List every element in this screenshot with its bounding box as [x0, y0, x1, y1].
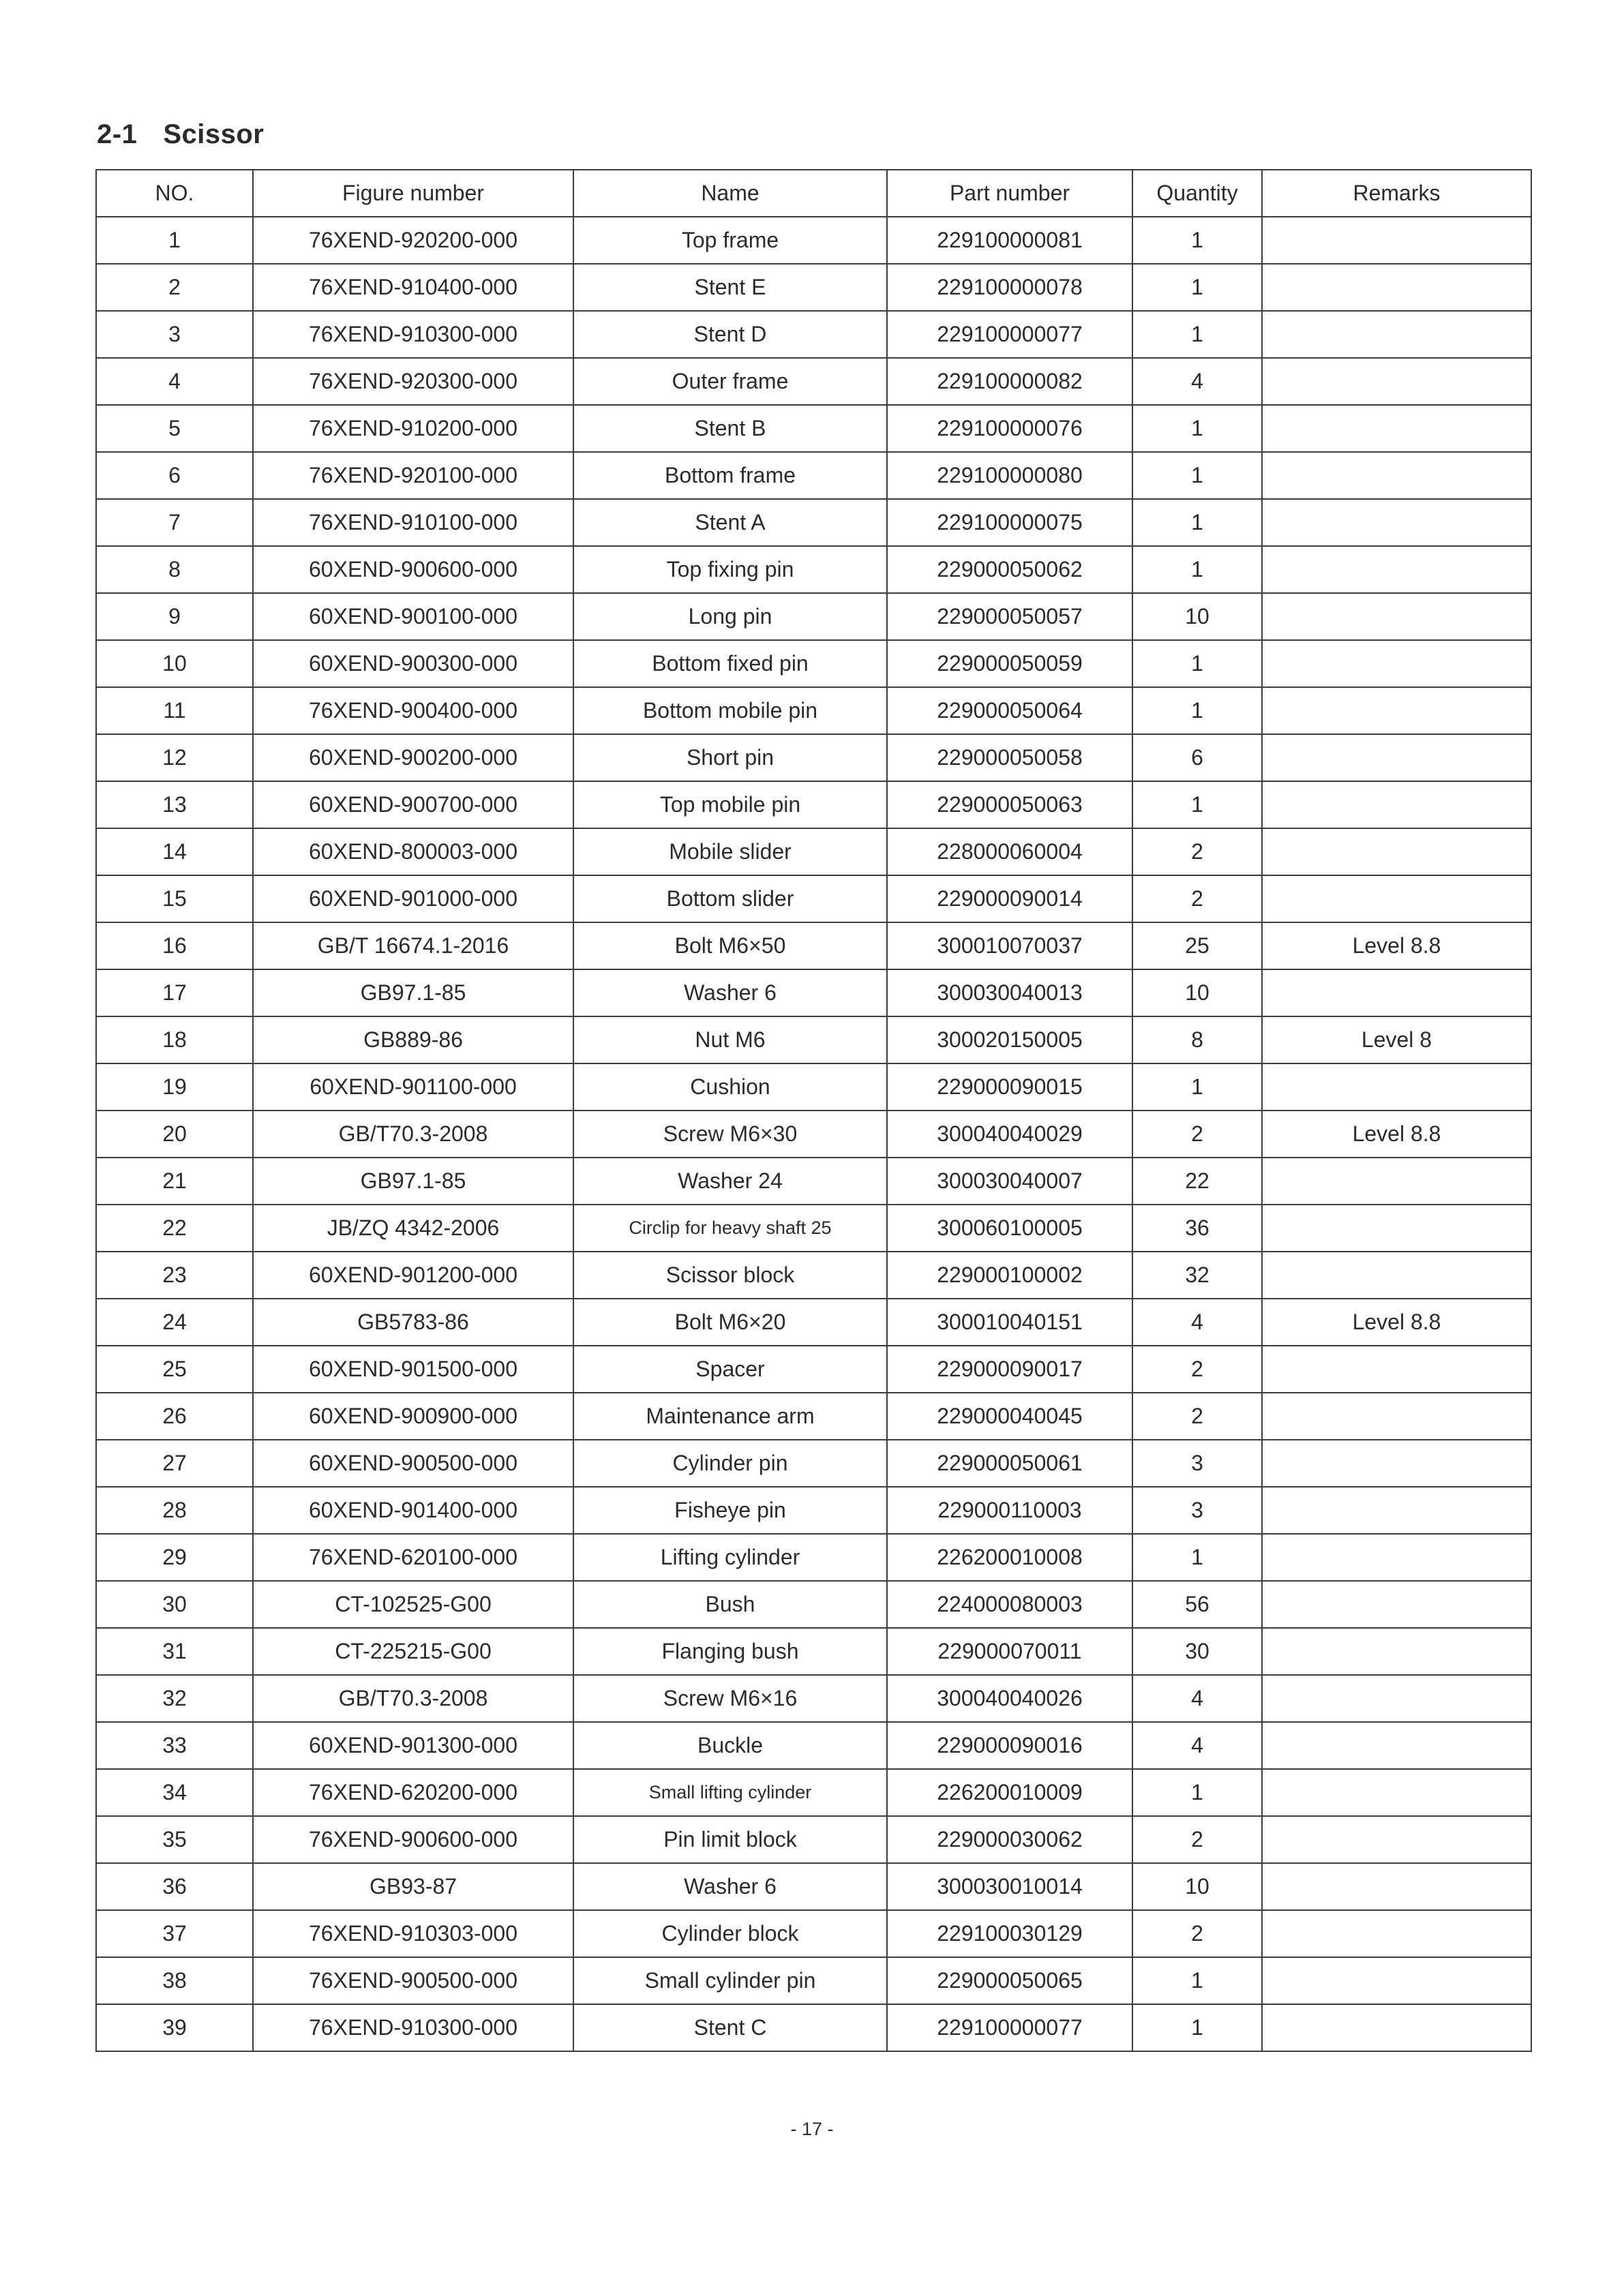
table-cell: 2 — [1132, 1393, 1262, 1440]
table-cell: 229000100002 — [887, 1252, 1132, 1299]
table-cell — [1262, 1581, 1531, 1628]
table-cell — [1262, 264, 1531, 311]
table-cell: Stent A — [573, 499, 887, 546]
table-row — [96, 1487, 1531, 1534]
table-cell: 229000050064 — [887, 687, 1132, 734]
table-row — [96, 1440, 1531, 1487]
column-header: Figure number — [253, 170, 573, 217]
table-cell — [1262, 1534, 1531, 1581]
table-cell: Stent B — [573, 405, 887, 452]
table-cell: Cylinder pin — [573, 1440, 887, 1487]
table-row — [96, 1816, 1531, 1863]
table-cell: 9 — [96, 593, 253, 640]
table-row — [96, 1205, 1531, 1252]
table-row — [96, 1581, 1531, 1628]
table-row — [96, 1534, 1531, 1581]
table-cell: 17 — [96, 969, 253, 1016]
table-row — [96, 1063, 1531, 1111]
table-cell: 60XEND-900900-000 — [253, 1393, 573, 1440]
table-row — [96, 969, 1531, 1016]
table-cell — [1262, 687, 1531, 734]
table-cell: Screw M6×30 — [573, 1111, 887, 1158]
table-cell: Bottom mobile pin — [573, 687, 887, 734]
table-cell: 15 — [96, 875, 253, 922]
table-row — [96, 1016, 1531, 1063]
table-cell: 38 — [96, 1957, 253, 2004]
table-cell: 1 — [1132, 452, 1262, 499]
table-cell: 11 — [96, 687, 253, 734]
table-cell: 1 — [1132, 499, 1262, 546]
table-cell — [1262, 1393, 1531, 1440]
table-cell: Cylinder block — [573, 1910, 887, 1957]
table-cell: Level 8.8 — [1262, 1111, 1531, 1158]
table-cell: Stent D — [573, 311, 887, 358]
table-cell: 36 — [1132, 1205, 1262, 1252]
table-cell: 29 — [96, 1534, 253, 1581]
table-row — [96, 499, 1531, 546]
table-cell: 4 — [1132, 1675, 1262, 1722]
table-cell: Short pin — [573, 734, 887, 781]
table-cell: Washer 24 — [573, 1158, 887, 1205]
table-cell: 76XEND-910200-000 — [253, 405, 573, 452]
table-cell: GB97.1-85 — [253, 1158, 573, 1205]
table-cell: GB5783-86 — [253, 1299, 573, 1346]
table-cell: 60XEND-900700-000 — [253, 781, 573, 828]
table-row — [96, 217, 1531, 264]
table-cell: 229100000081 — [887, 217, 1132, 264]
table-cell: 229000040045 — [887, 1393, 1132, 1440]
table-cell: 76XEND-910300-000 — [253, 2004, 573, 2051]
table-cell: Circlip for heavy shaft 25 — [573, 1205, 887, 1252]
table-cell: 26 — [96, 1393, 253, 1440]
table-cell: 229000050062 — [887, 546, 1132, 593]
table-cell: 1 — [1132, 311, 1262, 358]
table-cell: 1 — [1132, 687, 1262, 734]
table-cell: CT-225215-G00 — [253, 1628, 573, 1675]
table-row — [96, 875, 1531, 922]
table-cell: 12 — [96, 734, 253, 781]
table-cell: 35 — [96, 1816, 253, 1863]
table-cell — [1262, 1816, 1531, 1863]
table-cell: Bush — [573, 1581, 887, 1628]
table-cell — [1262, 1252, 1531, 1299]
table-cell: Fisheye pin — [573, 1487, 887, 1534]
table-cell: 28 — [96, 1487, 253, 1534]
parts-table — [95, 169, 1532, 2052]
table-row — [96, 687, 1531, 734]
table-cell: 76XEND-620100-000 — [253, 1534, 573, 1581]
table-cell: Bolt M6×20 — [573, 1299, 887, 1346]
page-title — [97, 119, 1531, 150]
table-cell: Level 8.8 — [1262, 922, 1531, 969]
table-cell: 14 — [96, 828, 253, 875]
table-cell — [1262, 1440, 1531, 1487]
table-row — [96, 1158, 1531, 1205]
table-cell — [1262, 546, 1531, 593]
table-row — [96, 546, 1531, 593]
table-cell: Small cylinder pin — [573, 1957, 887, 2004]
table-cell — [1262, 1205, 1531, 1252]
table-cell: 229000090015 — [887, 1063, 1132, 1111]
table-cell: 229000050061 — [887, 1440, 1132, 1487]
table-cell: 1 — [1132, 217, 1262, 264]
table-cell — [1262, 969, 1531, 1016]
table-cell: GB/T 16674.1-2016 — [253, 922, 573, 969]
table-cell: 229100000078 — [887, 264, 1132, 311]
table-cell: 2 — [1132, 1816, 1262, 1863]
table-cell: 76XEND-920200-000 — [253, 217, 573, 264]
table-cell — [1262, 1063, 1531, 1111]
table-cell: 32 — [96, 1675, 253, 1722]
table-cell: 10 — [1132, 593, 1262, 640]
table-cell: 226200010009 — [887, 1769, 1132, 1816]
table-cell: 56 — [1132, 1581, 1262, 1628]
table-cell: 76XEND-900500-000 — [253, 1957, 573, 2004]
table-cell: 3 — [96, 311, 253, 358]
table-row — [96, 828, 1531, 875]
table-cell — [1262, 828, 1531, 875]
table-cell: 2 — [1132, 828, 1262, 875]
table-cell: Buckle — [573, 1722, 887, 1769]
table-cell: 1 — [1132, 546, 1262, 593]
table-cell: 1 — [1132, 1534, 1262, 1581]
table-cell: 4 — [1132, 358, 1262, 405]
table-cell: 229000030062 — [887, 1816, 1132, 1863]
table-cell: 300030040013 — [887, 969, 1132, 1016]
table-cell: 2 — [96, 264, 253, 311]
table-cell: 31 — [96, 1628, 253, 1675]
table-row — [96, 405, 1531, 452]
table-cell: 60XEND-901000-000 — [253, 875, 573, 922]
table-cell: 76XEND-910400-000 — [253, 264, 573, 311]
table-cell: Nut M6 — [573, 1016, 887, 1063]
table-cell: 76XEND-910303-000 — [253, 1910, 573, 1957]
table-cell: 60XEND-901200-000 — [253, 1252, 573, 1299]
table-cell: 76XEND-620200-000 — [253, 1769, 573, 1816]
table-cell: 23 — [96, 1252, 253, 1299]
table-row — [96, 1252, 1531, 1299]
table-cell: Small lifting cylinder — [573, 1769, 887, 1816]
table-cell: Level 8.8 — [1262, 1299, 1531, 1346]
table-cell: 229000090017 — [887, 1346, 1132, 1393]
table-cell — [1262, 358, 1531, 405]
page-number: - 17 - — [790, 2119, 834, 2139]
table-cell: 229100000076 — [887, 405, 1132, 452]
table-body — [96, 217, 1531, 2051]
table-cell — [1262, 1675, 1531, 1722]
table-cell: 229000050065 — [887, 1957, 1132, 2004]
table-cell: Mobile slider — [573, 828, 887, 875]
table-cell: Top frame — [573, 217, 887, 264]
table-cell: Stent C — [573, 2004, 887, 2051]
table-row — [96, 1111, 1531, 1158]
table-cell: 229000070011 — [887, 1628, 1132, 1675]
table-cell: 60XEND-901300-000 — [253, 1722, 573, 1769]
table-row — [96, 734, 1531, 781]
table-cell: 229100000077 — [887, 2004, 1132, 2051]
column-header: Remarks — [1262, 170, 1531, 217]
table-cell: 25 — [96, 1346, 253, 1393]
table-row — [96, 264, 1531, 311]
table-cell — [1262, 1722, 1531, 1769]
table-cell — [1262, 640, 1531, 687]
document-page — [95, 119, 1531, 2052]
table-cell — [1262, 1346, 1531, 1393]
table-cell — [1262, 1628, 1531, 1675]
table-cell: 1 — [1132, 1769, 1262, 1816]
table-cell: 60XEND-900500-000 — [253, 1440, 573, 1487]
table-cell: 76XEND-920300-000 — [253, 358, 573, 405]
table-cell: Flanging bush — [573, 1628, 887, 1675]
table-cell: 229000090016 — [887, 1722, 1132, 1769]
column-header: Name — [573, 170, 887, 217]
section-name: Scissor — [163, 119, 265, 149]
table-cell: 16 — [96, 922, 253, 969]
table-cell: 60XEND-901500-000 — [253, 1346, 573, 1393]
table-cell: 300060100005 — [887, 1205, 1132, 1252]
table-cell: Stent E — [573, 264, 887, 311]
table-cell: Bolt M6×50 — [573, 922, 887, 969]
table-cell: 229000050063 — [887, 781, 1132, 828]
table-cell — [1262, 1769, 1531, 1816]
table-cell — [1262, 1158, 1531, 1205]
table-cell: 2 — [1132, 1111, 1262, 1158]
table-row — [96, 1769, 1531, 1816]
table-cell: 300040040026 — [887, 1675, 1132, 1722]
table-cell: 27 — [96, 1440, 253, 1487]
table-row — [96, 1393, 1531, 1440]
table-cell: 60XEND-901400-000 — [253, 1487, 573, 1534]
table-cell: 300030010014 — [887, 1863, 1132, 1910]
table-cell: 10 — [1132, 1863, 1262, 1910]
table-cell: 10 — [96, 640, 253, 687]
table-cell: Spacer — [573, 1346, 887, 1393]
table-cell: 10 — [1132, 969, 1262, 1016]
table-cell: 229100000080 — [887, 452, 1132, 499]
table-cell — [1262, 452, 1531, 499]
table-cell: CT-102525-G00 — [253, 1581, 573, 1628]
table-cell: 1 — [1132, 781, 1262, 828]
table-cell: GB/T70.3-2008 — [253, 1675, 573, 1722]
table-cell: 18 — [96, 1016, 253, 1063]
table-cell: 4 — [96, 358, 253, 405]
table-cell: 76XEND-920100-000 — [253, 452, 573, 499]
table-cell: 300030040007 — [887, 1158, 1132, 1205]
table-row — [96, 1863, 1531, 1910]
table-cell: Long pin — [573, 593, 887, 640]
table-cell: 21 — [96, 1158, 253, 1205]
table-cell: Bottom frame — [573, 452, 887, 499]
table-cell: 300010070037 — [887, 922, 1132, 969]
table-cell: 20 — [96, 1111, 253, 1158]
table-cell: 229100000075 — [887, 499, 1132, 546]
table-cell: 24 — [96, 1299, 253, 1346]
table-row — [96, 593, 1531, 640]
table-cell: Cushion — [573, 1063, 887, 1111]
table-cell: 1 — [1132, 264, 1262, 311]
table-row — [96, 1675, 1531, 1722]
table-cell: 229000050059 — [887, 640, 1132, 687]
table-cell — [1262, 499, 1531, 546]
table-cell — [1262, 1957, 1531, 2004]
table-row — [96, 640, 1531, 687]
table-cell: 226200010008 — [887, 1534, 1132, 1581]
table-cell: 4 — [1132, 1722, 1262, 1769]
table-cell — [1262, 217, 1531, 264]
table-cell: 1 — [1132, 405, 1262, 452]
table-cell — [1262, 1863, 1531, 1910]
table-cell: Scissor block — [573, 1252, 887, 1299]
table-row — [96, 781, 1531, 828]
table-cell: 39 — [96, 2004, 253, 2051]
table-cell: Maintenance arm — [573, 1393, 887, 1440]
table-cell: 2 — [1132, 1346, 1262, 1393]
table-row — [96, 1910, 1531, 1957]
section-number: 2-1 — [97, 119, 138, 149]
table-cell: Screw M6×16 — [573, 1675, 887, 1722]
table-cell: GB889-86 — [253, 1016, 573, 1063]
table-cell: 22 — [96, 1205, 253, 1252]
table-cell: 60XEND-900300-000 — [253, 640, 573, 687]
table-row — [96, 311, 1531, 358]
table-cell: 1 — [96, 217, 253, 264]
table-cell: 60XEND-900200-000 — [253, 734, 573, 781]
table-cell: 6 — [1132, 734, 1262, 781]
table-cell: 229000110003 — [887, 1487, 1132, 1534]
table-cell: 8 — [1132, 1016, 1262, 1063]
table-header-row — [96, 170, 1531, 217]
table-row — [96, 358, 1531, 405]
table-cell: 1 — [1132, 640, 1262, 687]
table-cell — [1262, 781, 1531, 828]
table-cell: 60XEND-900100-000 — [253, 593, 573, 640]
table-cell — [1262, 593, 1531, 640]
table-cell: 224000080003 — [887, 1581, 1132, 1628]
column-header: Part number — [887, 170, 1132, 217]
table-cell: GB93-87 — [253, 1863, 573, 1910]
table-cell: 60XEND-900600-000 — [253, 546, 573, 593]
table-cell: GB/T70.3-2008 — [253, 1111, 573, 1158]
table-cell: Outer frame — [573, 358, 887, 405]
table-cell: 22 — [1132, 1158, 1262, 1205]
table-row — [96, 1628, 1531, 1675]
table-cell: 1 — [1132, 2004, 1262, 2051]
table-cell: 3 — [1132, 1487, 1262, 1534]
table-cell: 228000060004 — [887, 828, 1132, 875]
table-cell: 5 — [96, 405, 253, 452]
table-cell: 60XEND-901100-000 — [253, 1063, 573, 1111]
table-cell: 76XEND-910300-000 — [253, 311, 573, 358]
table-cell: 7 — [96, 499, 253, 546]
table-row — [96, 1346, 1531, 1393]
column-header: NO. — [96, 170, 253, 217]
table-cell: 76XEND-910100-000 — [253, 499, 573, 546]
table-cell: JB/ZQ 4342-2006 — [253, 1205, 573, 1252]
table-row — [96, 1957, 1531, 2004]
table-cell: 30 — [96, 1581, 253, 1628]
table-cell: 25 — [1132, 922, 1262, 969]
table-cell — [1262, 405, 1531, 452]
table-row — [96, 452, 1531, 499]
table-cell — [1262, 311, 1531, 358]
table-cell: 76XEND-900600-000 — [253, 1816, 573, 1863]
table-cell: Top fixing pin — [573, 546, 887, 593]
table-cell: 4 — [1132, 1299, 1262, 1346]
table-cell: 2 — [1132, 1910, 1262, 1957]
table-cell — [1262, 875, 1531, 922]
table-cell: 300020150005 — [887, 1016, 1132, 1063]
table-cell: 37 — [96, 1910, 253, 1957]
table-cell: 229000050057 — [887, 593, 1132, 640]
table-cell: 8 — [96, 546, 253, 593]
table-cell: 36 — [96, 1863, 253, 1910]
table-cell: 229100000077 — [887, 311, 1132, 358]
table-cell — [1262, 734, 1531, 781]
table-row — [96, 922, 1531, 969]
table-cell — [1262, 2004, 1531, 2051]
table-cell: 229000050058 — [887, 734, 1132, 781]
table-cell: 1 — [1132, 1063, 1262, 1111]
table-cell: 13 — [96, 781, 253, 828]
table-cell — [1262, 1487, 1531, 1534]
table-cell: 300040040029 — [887, 1111, 1132, 1158]
table-cell: 229100030129 — [887, 1910, 1132, 1957]
table-cell: 76XEND-900400-000 — [253, 687, 573, 734]
table-row — [96, 2004, 1531, 2051]
table-cell: 2 — [1132, 875, 1262, 922]
table-cell: 1 — [1132, 1957, 1262, 2004]
table-cell: Bottom fixed pin — [573, 640, 887, 687]
table-row — [96, 1722, 1531, 1769]
table-cell: Washer 6 — [573, 969, 887, 1016]
table-cell: Bottom slider — [573, 875, 887, 922]
table-cell: Top mobile pin — [573, 781, 887, 828]
column-header: Quantity — [1132, 170, 1262, 217]
table-cell: Washer 6 — [573, 1863, 887, 1910]
table-cell: 229000090014 — [887, 875, 1132, 922]
table-cell: 60XEND-800003-000 — [253, 828, 573, 875]
table-cell: GB97.1-85 — [253, 969, 573, 1016]
table-cell: 34 — [96, 1769, 253, 1816]
table-cell: 32 — [1132, 1252, 1262, 1299]
table-cell: Lifting cylinder — [573, 1534, 887, 1581]
table-cell: 33 — [96, 1722, 253, 1769]
table-row — [96, 1299, 1531, 1346]
table-cell: 30 — [1132, 1628, 1262, 1675]
table-cell: Pin limit block — [573, 1816, 887, 1863]
table-cell: 6 — [96, 452, 253, 499]
table-cell: 229100000082 — [887, 358, 1132, 405]
table-cell: Level 8 — [1262, 1016, 1531, 1063]
table-cell — [1262, 1910, 1531, 1957]
table-cell: 19 — [96, 1063, 253, 1111]
table-cell: 300010040151 — [887, 1299, 1132, 1346]
table-cell: 3 — [1132, 1440, 1262, 1487]
